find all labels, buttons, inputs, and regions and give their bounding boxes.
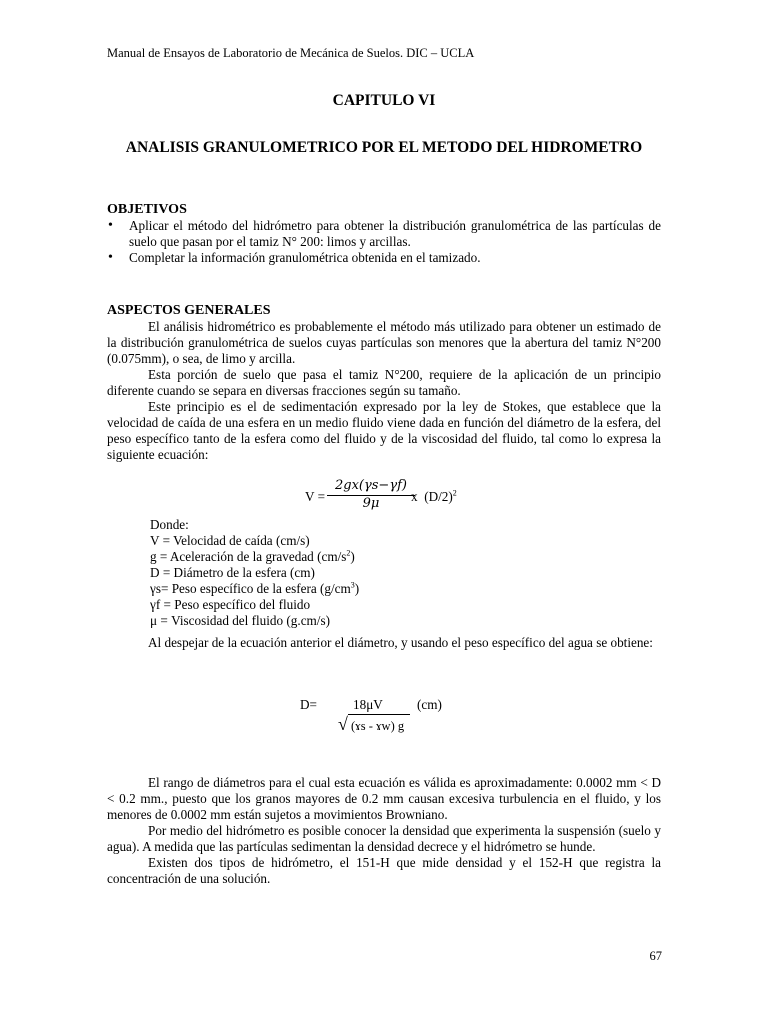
- stokes-equation: [305, 478, 505, 518]
- objetivo-item: • Aplicar el método del hidrómetro para obtener la distribución granulométrica de las partículas de suelo que pasan por el tamiz N° 200: limos y arcillas.: [107, 218, 661, 250]
- fraction-bar: [348, 714, 410, 715]
- definition-ys: γs= Peso específico de la esfera $(g/cm^3)$: [150, 580, 360, 596]
- paragraph: Al despejar de la ecuación anterior el diámetro, y usando el peso específico del agua se obtiene:: [148, 635, 653, 650]
- paragraph: El rango de diámetros para el cual esta ecuación es válida es aproximadamente: 0.0002 mm < D < 0.2 mm., puesto que los granos mayores de 0.2 mm causan excesiva turbulencia en el fluido, y los menores de 0.0002 mm están sujetos a movimientos Browniano.: [107, 775, 661, 822]
- equation-unit: (cm): [417, 697, 442, 712]
- objetivo-item: • Completar la información granulométrica obtenida en el tamizado.: [107, 250, 661, 266]
- definition-yf: γf = Peso específico del fluido: [150, 597, 311, 612]
- page-number: 67: [649, 949, 662, 963]
- objetivos-list: [107, 218, 661, 266]
- square-root-icon: √: [338, 714, 348, 734]
- equation-rhs: x $(D/2)^2$: [411, 488, 457, 504]
- paragraph: El análisis hidrométrico es probablemente el método más utilizado para obtener un estimado de la distribución granulométrica de suelos cuyas partículas son menores que la abertura del tamiz N°200 (0.075mm), o sea, de limo y arcilla.: [107, 319, 661, 366]
- equation-fraction: [327, 478, 415, 511]
- chapter-heading: CAPITULO VI: [332, 92, 436, 109]
- paragraph-despejar: [107, 635, 661, 651]
- aspectos-section: [107, 303, 661, 463]
- definition-v: V = Velocidad de caída (cm/s): [150, 533, 310, 548]
- definition-mu: μ = Viscosidad del fluido (g.cm/s): [150, 613, 330, 628]
- equation-numerator: 18μV: [353, 697, 383, 712]
- equation-lhs: D=: [300, 697, 317, 712]
- definitions-intro: Donde:: [150, 517, 189, 532]
- running-header: Manual de Ensayos de Laboratorio de Mecánica de Suelos. DIC – UCLA: [107, 46, 475, 60]
- definition-g: g = Aceleración de la gravedad $(cm/s^2)$: [150, 548, 355, 564]
- diameter-equation: [300, 695, 460, 745]
- equation-denominator: (ɤs - ɤw) g: [351, 719, 405, 733]
- objetivos-heading: OBJETIVOS: [107, 202, 187, 217]
- paragraph: Existen dos tipos de hidrómetro, el 151-H que mide densidad y el 152-H que registra la concentración de una solución.: [107, 855, 661, 886]
- equation-denominator: 9μ: [362, 496, 380, 511]
- equation-numerator: 2gx(γs−γf): [327, 478, 415, 496]
- paragraph: Este principio es el de sedimentación expresado por la ley de Stokes, que establece que la velocidad de caída de una esfera en un medio fluido viene dada en función del diámetro de la esfera, del peso específico tanto de la esfera como del fluido y de la viscosidad del fluido, tal como lo expresa la siguiente ecuación:: [107, 399, 661, 462]
- definition-d: D = Diámetro de la esfera (cm): [150, 565, 315, 580]
- variable-definitions: [150, 517, 450, 629]
- aspectos-heading: ASPECTOS GENERALES: [107, 303, 271, 318]
- objetivos-section: [107, 202, 661, 266]
- closing-paragraphs: [107, 775, 661, 887]
- paragraph: Por medio del hidrómetro es posible conocer la densidad que experimenta la suspensión (suelo y agua). A medida que las partículas sedimentan la densidad decrece y el hidrómetro se hunde.: [107, 823, 661, 854]
- paragraph: Esta porción de suelo que pasa el tamiz N°200, requiere de la aplicación de un principio diferente cuando se separa en diversas fracciones según su tamaño.: [107, 367, 661, 398]
- equation-lhs: V =: [305, 489, 326, 504]
- chapter-title: ANALISIS GRANULOMETRICO POR EL METODO DEL HIDROMETRO: [125, 139, 643, 156]
